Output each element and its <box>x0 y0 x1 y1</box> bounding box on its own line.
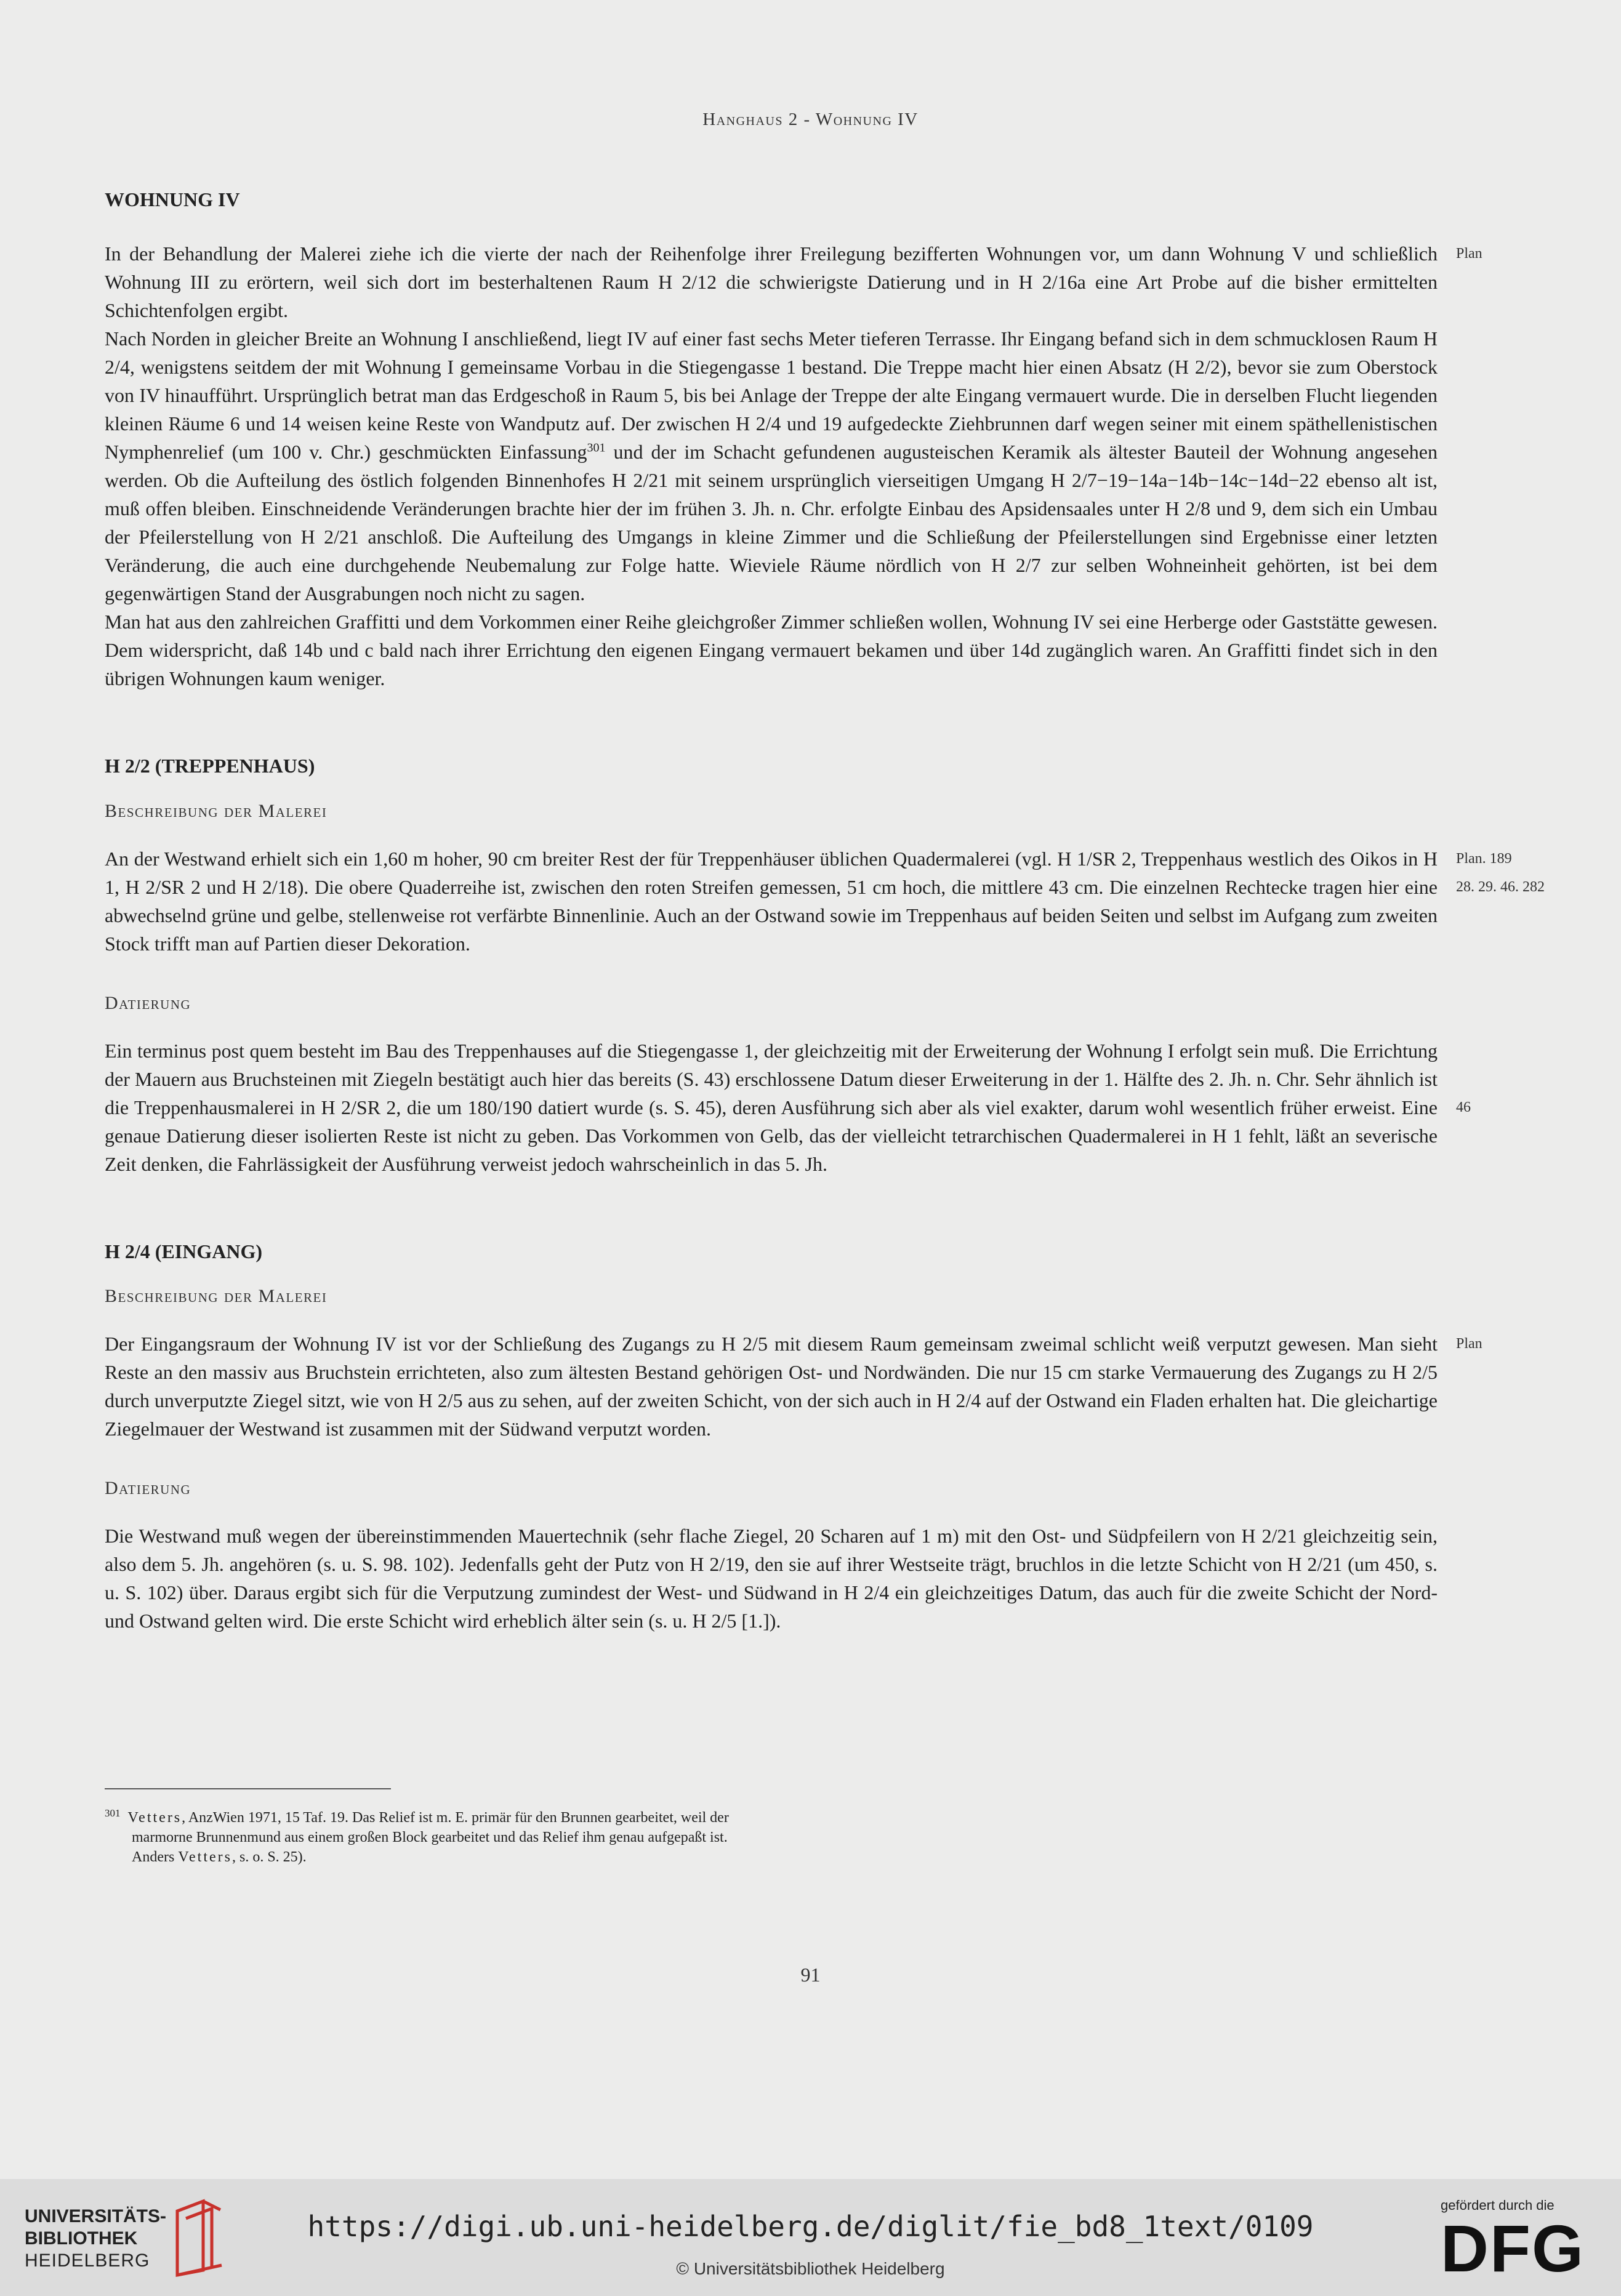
copyright-notice: © Universitätsbibliothek Heidelberg <box>676 2259 945 2278</box>
margin-note: Plan <box>1456 246 1482 262</box>
subsection-title: Beschreibung der Malerei <box>105 1286 328 1307</box>
main-text <box>105 188 1545 1635</box>
paragraph: Man hat aus den zahlreichen Graffitti und dem Vorkommen einer Reihe gleichgroßer Zimmer schließen wollen, Wohnung IV sei eine Herberge oder Gaststätte gewesen. Dem widerspricht, daß 14b und c bald nach ihrer Errichtung den eigenen Eingang vermauert bekamen und über 14d zugänglich waren. An Graffitti findet sich in den übrigen Wohnungen kaum weniger. <box>105 611 1438 690</box>
dfg-logo[interactable]: DFG <box>1441 2211 1585 2286</box>
subsection-title: Datierung <box>105 992 191 1013</box>
subsection-title: Datierung <box>105 1478 191 1499</box>
paragraph: Plan Der Eingangsraum der Wohnung IV ist vor der Schließung des Zugangs zu H 2/5 mit diesem Raum gemeinsam zweimal schlicht weiß verputzt gewesen. Man sieht Reste an den massiv aus Bruchstein errichteten, also zum ältesten Bestand gehörigen Ost- und Nordwänden. Die nur 15 cm starke Vermauerung des Zugangs zu H 2/5 durch unverputzte Ziegel sitzt, wie von H 2/5 aus zu sehen, auf der zweiten Schicht, von der sich auch in H 2/4 auf der Ostwand ein Fladen erhalten hat. Die gleichartige Ziegelmauer der Westwand ist zusammen mit der Südwand verputzt worden. <box>105 1330 1438 1443</box>
paragraph: Plan In der Behandlung der Malerei ziehe ich die vierte der nach der Reihenfolge ihrer Freilegung bezifferten Wohnungen vor, um dann Wohnung V und schließlich Wohnung III zu erörtern, weil sich dort im besterhaltenen Raum H 2/12 die schwierigste Datierung und in H 2/16a eine Art Probe auf die bisher ermittelten Schichtenfolgen ergibt. <box>105 239 1438 324</box>
margin-note: 46 <box>1456 1099 1471 1115</box>
running-head: Hanghaus 2 - Wohnung IV <box>702 110 919 129</box>
paragraph: Plan. 189 28. 29. 46. 282 An der Westwand erhielt sich ein 1,60 m hoher, 90 cm breiter Rest der für Treppenhäuser üblichen Quadermalerei (vgl. H 1/SR 2, Treppenhaus westlich des Oikos in H 1, H 2/SR 2 und H 2/18). Die obere Quaderreihe ist, zwischen den roten Streifen gemessen, 51 cm hoch, die mittlere 43 cm. Die einzelnen Rechtecke tragen hier eine abwechselnd grüne und gelbe, stellenweise rot verfärbte Binnenlinie. Auch an der Ostwand sowie im Treppenhaus auf beiden Seiten und selbst im Aufgang zum zweiten Stock trifft man auf Partien dieser Dekoration. <box>105 845 1438 958</box>
footnotes <box>105 1788 745 1867</box>
footnote-ref-301[interactable]: 301 <box>587 441 606 455</box>
paragraph: Die Westwand muß wegen der übereinstimmenden Mauertechnik (sehr flache Ziegel, 20 Scharen auf 1 m) mit den Ost- und Südpfeilern von H 2/21 gleichzeitig sein, also dem 5. Jh. angehören (s. u. S. 98. 102). Jedenfalls geht der Putz von H 2/19, den sie auf ihrer Westseite trägt, bruchlos in die letzte Schicht von H 2/21 (um 450, s. u. S. 102) über. Daraus ergibt sich für die Verputzung zumindest der West- und Südwand in H 2/4 ein gleichzeitiges Datum, das auch für die zweite Schicht der Nord- und Ostwand gelten wird. Die erste Schicht wird erheblich älter sein (s. u. H 2/5 [1.]). <box>105 1525 1438 1632</box>
subsection-title: Beschreibung der Malerei <box>105 800 328 821</box>
footnote-301: $^{301}$ Vetters, AnzWien 1971, 15 Taf. 19. Das Relief ist m. E. primär für den Brunnen gearbeitet, weil der marmorne Brunnenmund aus einem großen Block gearbeitet und das Relief ihm genau aufgepaßt ist. Anders Vetters, s. o. S. 25). <box>105 1807 729 1865</box>
section-title-eingang: H 2/4 (EINGANG) <box>105 1240 262 1262</box>
section-title-treppenhaus: H 2/2 (TREPPENHAUS) <box>105 755 315 777</box>
margin-note: Plan. 189 <box>1456 850 1512 867</box>
paragraph: 46 Ein terminus post quem besteht im Bau des Treppenhauses auf die Stiegengasse 1, der gleichzeitig mit der Erweiterung der Wohnung I erfolgt sein muß. Die Errichtung der Mauern aus Bruchsteinen mit Ziegeln bestätigt auch hier das bereits (S. 43) erschlossene Datum dieser Erweiterung in der 1. Hälfte des 2. Jh. n. Chr. Sehr ähnlich ist die Treppenhausmalerei in H 2/SR 2, die um 180/190 datiert wurde (s. S. 45), deren Ausführung sich aber als viel exakter, darum wohl wesentlich früher erweist. Eine genaue Datierung dieser isolierten Reste ist nicht zu geben. Das Vorkommen von Gelb, das der vielleicht tetrarchischen Quadermalerei in H 1 fehlt, läßt an severische Zeit denken, die Fahrlässigkeit der Ausführung verweist jedoch wahrscheinlich in das 5. Jh. <box>105 1037 1438 1178</box>
viewer-footer <box>0 2179 1621 2296</box>
library-name[interactable]: UNIVERSITÄTS- BIBLIOTHEK HEIDELBERG <box>25 2206 167 2271</box>
margin-note: Plan <box>1456 1336 1482 1352</box>
permalink-url[interactable]: https://digi.ub.uni-heidelberg.de/diglit/fie_bd8_1text/0109 <box>307 2210 1314 2243</box>
margin-note: 28. 29. 46. 282 <box>1456 878 1545 895</box>
paragraph: Nach Norden in gleicher Breite an Wohnung I anschließend, liegt IV auf einer fast sechs Meter tieferen Terrasse. Ihr Eingang befand sich in dem schmucklosen Raum H 2/4, wenigstens seitdem der mit Wohnung I gemeinsame Vorbau in die Stiegengasse 1 bestand. Die Treppe macht hier einen Absatz (H 2/2), bevor sie zum Oberstock von IV hinaufführt. Ursprünglich betrat man das Erdgeschoß in Raum 5, bis bei Anlage der Treppe der alte Eingang vermauert wurde. Die in derselben Flucht liegenden kleinen Räume 6 und 14 weisen keine Reste von Wandputz auf. Der zwischen H 2/4 und 19 aufgedeckte Ziehbrunnen darf wegen seiner mit einem späthellenistischen Nymphenrelief (um 100 v. Chr.) geschmückten Einfassung$^{301}$ und der im Schacht gefundenen augusteischen Keramik als ältester Bauteil der Wohnung angesehen werden. Ob die Aufteilung des östlich folgenden Binnenhofes H 2/21 mit seinem ursprünglich vierseitigen Umgang H 2/7−19−14a−14b−14c−14d−22 ebenso alt ist, muß offen bleiben. Einschneidende Veränderungen brachte hier der im frühen 3. Jh. n. Chr. erfolgte Einbau des Apsidensaales unter H 2/8 und 9, dem sich ein Umbau der Pfeilerstellung von H 2/21 anschloß. Die Aufteilung des Umgangs in kleine Zimmer und die Schließung der Pfeilerstellungen sind Ergebnisse einer letzten Veränderung, die auch eine durchgehende Neubemalung zur Folge hatte. Wieviele Räume nördlich von H 2/7 zur selben Wohneinheit gehörten, ist bei dem gegenwärtigen Stand der Ausgrabungen noch nicht zu sagen. <box>105 327 1438 605</box>
page-number: 91 <box>800 1964 821 1986</box>
section-title-wohnung-iv: WOHNUNG IV <box>105 188 240 211</box>
footnote-rule <box>105 1788 391 1789</box>
funding-caption: gefördert durch die <box>1441 2198 1555 2213</box>
